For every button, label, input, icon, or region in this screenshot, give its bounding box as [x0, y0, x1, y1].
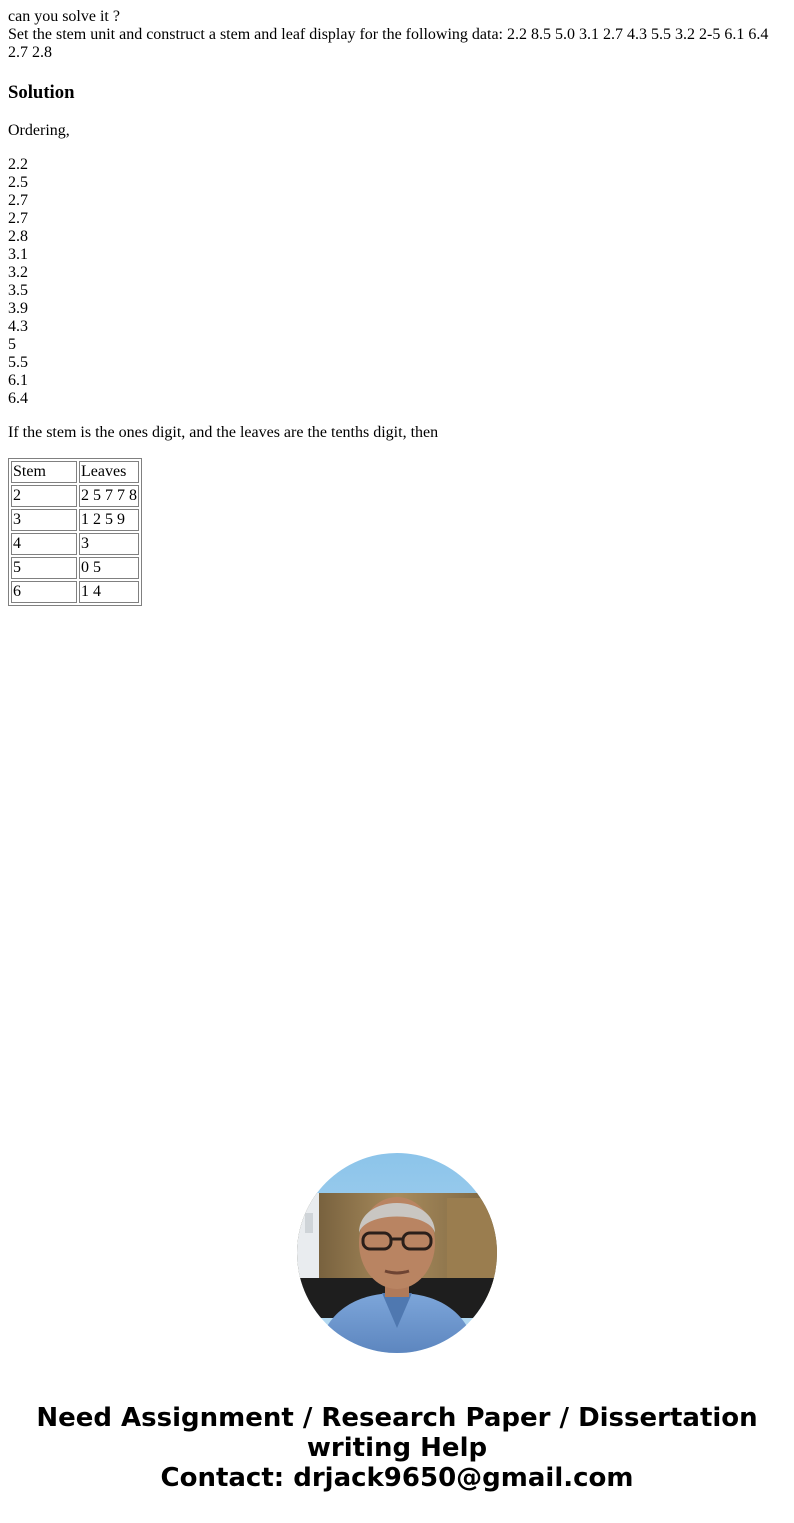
question-line-1: can you solve it ?: [8, 8, 120, 25]
footer-line-2: writing Help: [306, 1433, 488, 1463]
table-header-row: [11, 461, 139, 483]
stem-cell: 4: [11, 533, 77, 555]
ordered-value: 3.1: [8, 246, 28, 263]
ordered-value: 3.5: [8, 282, 28, 299]
stem-cell: 5: [11, 557, 77, 579]
table-row: [11, 581, 139, 603]
leaves-cell: 2 5 7 7 8: [79, 485, 139, 507]
table-row: [11, 509, 139, 531]
page-content: [8, 8, 786, 606]
question: [8, 8, 786, 62]
ordered-value: 6.1: [8, 372, 28, 389]
question-line-2: Set the stem unit and construct a stem and leaf display for the following data: 2.2 8.5 5.0 3.1 2.7 4.3 5.5 3.2 2-5 6.1 6.4 2.7 2.8: [8, 26, 769, 61]
header-stem: Stem: [11, 461, 77, 483]
header-leaves: Leaves: [79, 461, 139, 483]
leaves-cell: 1 2 5 9: [79, 509, 139, 531]
leaves-cell: 3: [79, 533, 139, 555]
ordered-value: 2.2: [8, 156, 28, 173]
leaves-cell: 0 5: [79, 557, 139, 579]
stem-cell: 6: [11, 581, 77, 603]
ordered-value: 2.7: [8, 210, 28, 227]
table-row: [11, 557, 139, 579]
ordered-values-list: [8, 156, 786, 408]
footer-contact: Contact: drjack9650@gmail.com: [160, 1463, 634, 1493]
table-row: [11, 485, 139, 507]
author-photo: [297, 1153, 497, 1353]
stem-leaf-table: [8, 458, 142, 606]
solution-heading: Solution: [8, 82, 75, 103]
footer-promo: [0, 1403, 794, 1493]
stem-cell: 3: [11, 509, 77, 531]
ordering-label: Ordering,: [8, 122, 70, 139]
ordered-value: 2.7: [8, 192, 28, 209]
ordered-value: 6.4: [8, 390, 28, 407]
ordered-value: 3.2: [8, 264, 28, 281]
stem-cell: 2: [11, 485, 77, 507]
leaves-cell: 1 4: [79, 581, 139, 603]
footer-line-1: Need Assignment / Research Paper / Dissertation: [36, 1403, 758, 1433]
ordered-value: 5: [8, 336, 16, 353]
ordered-value: 3.9: [8, 300, 28, 317]
ordered-value: 5.5: [8, 354, 28, 371]
ordered-value: 4.3: [8, 318, 28, 335]
ordered-value: 2.5: [8, 174, 28, 191]
table-row: [11, 533, 139, 555]
explanation-text: If the stem is the ones digit, and the leaves are the tenths digit, then: [8, 424, 439, 441]
ordered-value: 2.8: [8, 228, 28, 245]
author-avatar: [297, 1153, 497, 1353]
